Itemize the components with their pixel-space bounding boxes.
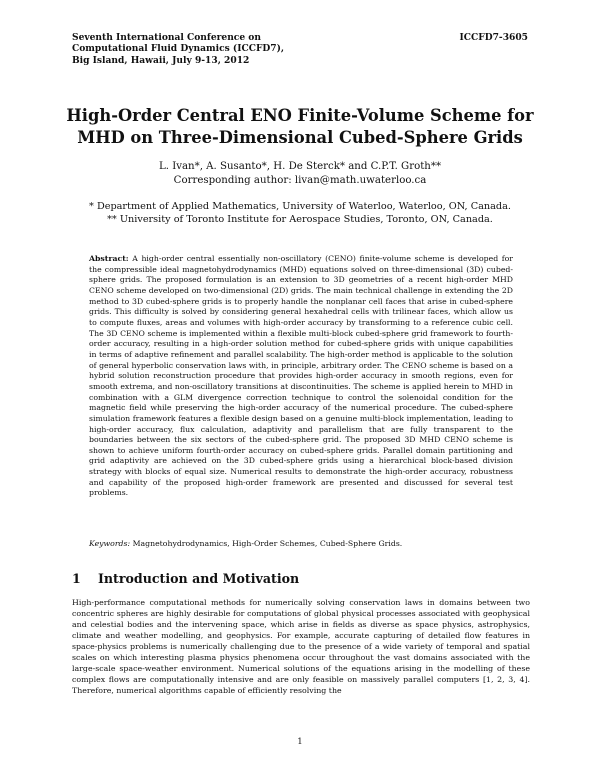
corresponding-author: Corresponding author: livan@math.uwaterloo.ca bbox=[173, 174, 427, 186]
keywords-label: Keywords: bbox=[89, 539, 131, 548]
keywords-text: Magnetohydrodynamics, High-Order Schemes, Cubed-Sphere Grids. bbox=[132, 539, 403, 548]
page-number: 1 bbox=[297, 737, 303, 747]
section-title: Introduction and Motivation bbox=[98, 571, 300, 586]
abstract-text: A high-order central essentially non-oscillatory (CENO) finite-volume scheme is developed for the compressible ideal magnetohydrodynamics (MHD) equations solved on three-dimensional (3D) cubed-sphere grids. The proposed formulation is an extension to 3D geometries of a recent high-order MHD CENO scheme developed on two-dimensional (2D) grids. The main technical challenge in extending the 2D method to 3D cubed-sphere grids is to properly handle the nonplanar cell faces that arise in cubed-sphere grids. This difficulty is solved by considering general hexahedral cells with trilinear faces, which allow us to compute fluxes, areas and volumes with high-order accuracy by transforming to a reference cubic cell. The 3D CENO scheme is implemented within a flexible multi-block cubed-sphere grid framework to fourth-order accuracy, resulting in a high-order solution method for cubed-sphere grids with unique capabilities in terms of adaptive refinement and parallel scalability. The high-order method is applicable to the solution of general hyperbolic conservation laws with, in principle, arbitrary order. The CENO scheme is based on a hybrid solution reconstruction procedure that provides high-order accuracy in smooth regions, even for smooth extrema, and non-oscillatory transitions at discontinuities. The scheme is applied herein to MHD in combination with a GLM divergence correction technique to control the solenoidal condition for the magnetic field while preserving the high-order accuracy of the numerical procedure. The cubed-sphere simulation framework features a flexible design based on a genuine multi-block implementation, leading to high-order accuracy, flux calculation, adaptivity and parallelism that are fully transparent to the boundaries between the six sectors of the cubed-sphere grid. The proposed 3D MHD CENO scheme is shown to achieve uniform fourth-order accuracy on cubed-sphere grids. Parallel domain partitioning and grid adaptivity are achieved on the 3D cubed-sphere grids using a hierarchical block-based division strategy with blocks of equal size. Numerical results to demonstrate the high-order accuracy, robustness and capability of the proposed high-order framework are presented and discussed for several test problems. bbox=[89, 254, 513, 498]
affiliations bbox=[60, 201, 540, 226]
abstract-label: Abstract: bbox=[89, 254, 129, 263]
affiliation-line: ** University of Toronto Institute for Aerospace Studies, Toronto, ON, Canada. bbox=[107, 213, 493, 225]
conference-line: Seventh International Conference on bbox=[72, 32, 261, 43]
conference-header bbox=[72, 32, 372, 66]
conference-line: Computational Fluid Dynamics (ICCFD7), bbox=[72, 43, 285, 55]
author-block bbox=[60, 160, 540, 187]
section-number: 1 bbox=[72, 571, 81, 586]
author-names: L. Ivan*, A. Susanto*, H. De Sterck* and C.P.T. Groth** bbox=[158, 161, 442, 172]
section-body: High-performance computational methods for numerically solving conservation laws in domains between two concentric spheres are highly desirable for computations of global physical processes associated with geophysical and celestial bodies and the intervening space, which arise in fields as diverse as space physics, astrophysics, climate and weather modelling, and geophysics. For example, accurate capturing of detailed flow features in space-physics problems is numerically challenging due to the presence of a wide variety of temporal and spatial scales on which interesting plasma physics phenomena occur throughout the vast domains associated with the large-scale space-weather environment. Numerical solutions of the equations arising in the modelling of these complex flows are computationally intensive and are only feasible on massively parallel computers [1, 2, 3, 4]. Therefore, numerical algorithms capable of efficiently resolving the bbox=[72, 598, 530, 696]
affiliation-line: * Department of Applied Mathematics, University of Waterloo, Waterloo, ON, Canada. bbox=[89, 201, 511, 212]
keywords bbox=[89, 539, 513, 549]
title-line: MHD on Three-Dimensional Cubed-Sphere Grids bbox=[77, 128, 523, 147]
section-heading bbox=[72, 571, 299, 586]
paper-id: ICCFD7-3605 bbox=[459, 32, 528, 43]
paper-title bbox=[60, 105, 540, 149]
conference-line: Big Island, Hawaii, July 9-13, 2012 bbox=[72, 54, 250, 66]
title-line: High-Order Central ENO Finite-Volume Scheme for bbox=[66, 106, 534, 125]
abstract bbox=[89, 254, 513, 499]
